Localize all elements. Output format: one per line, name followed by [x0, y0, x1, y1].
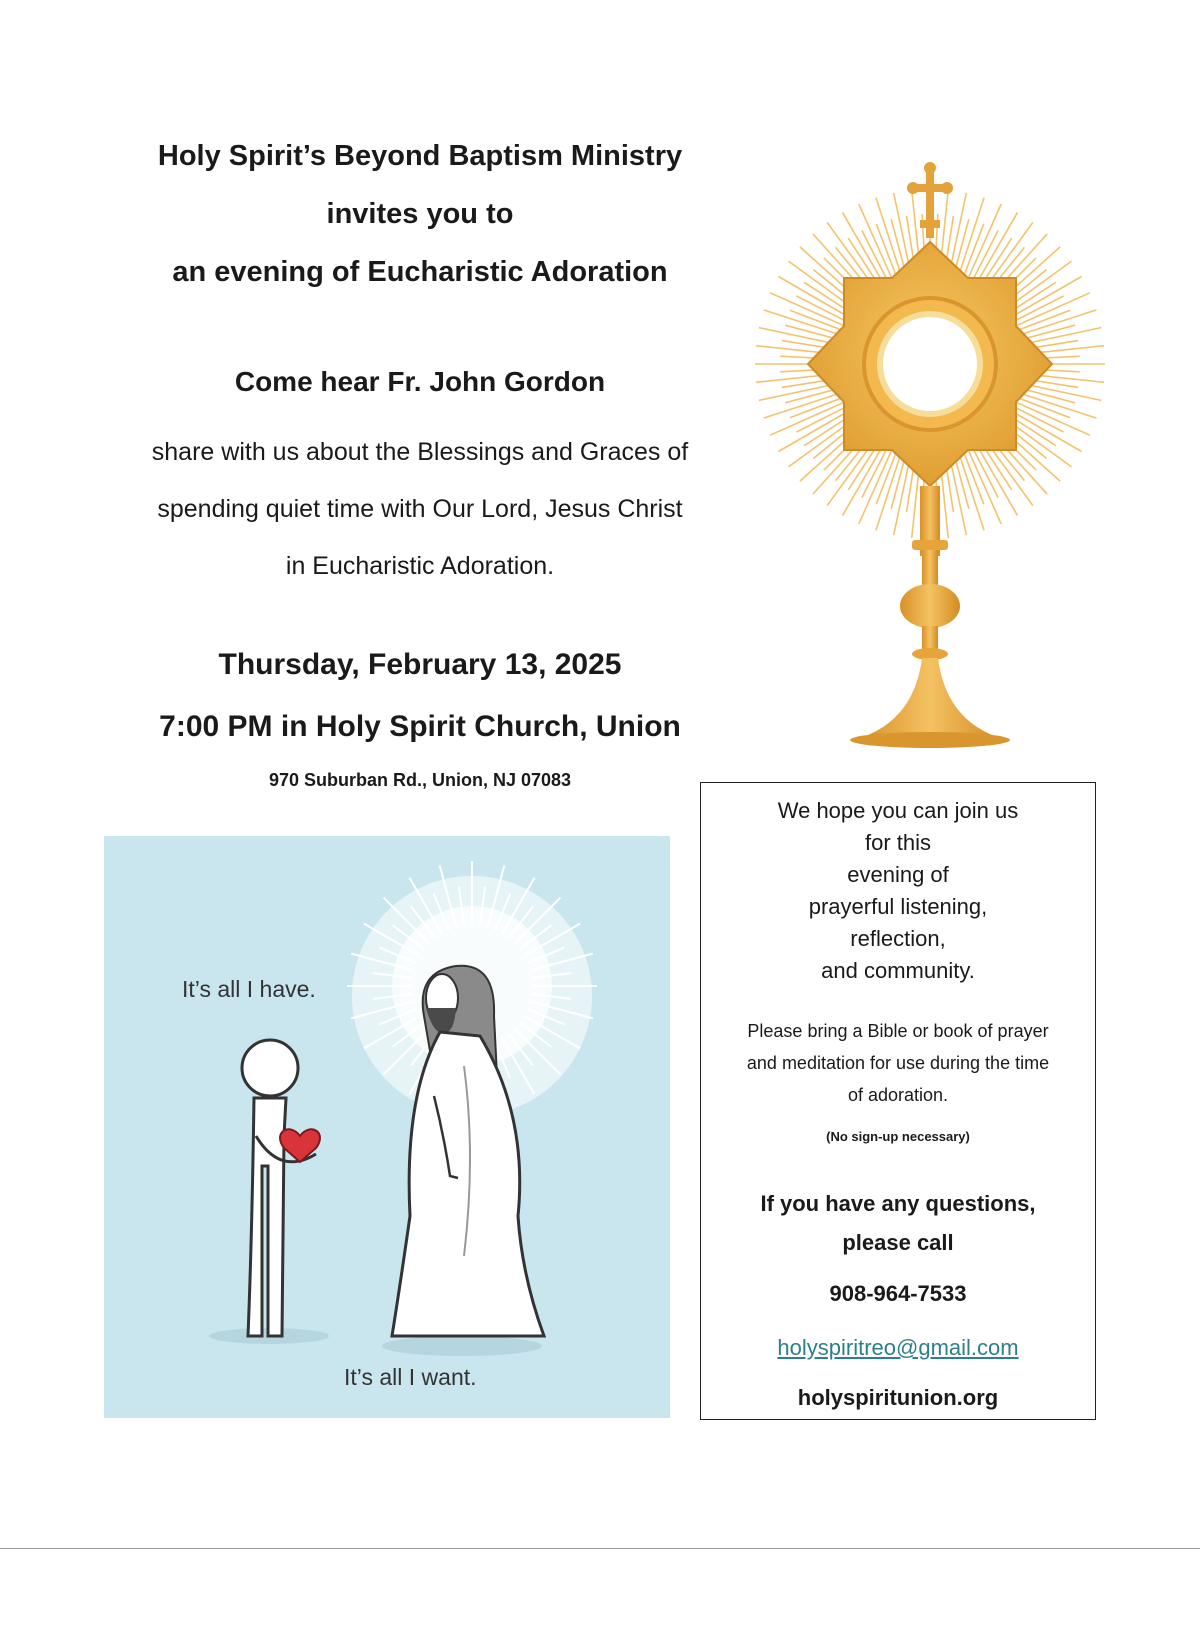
- invitation-line: for this: [864, 830, 932, 855]
- bring-note: [701, 1015, 1095, 1111]
- email-link[interactable]: holyspiritreo@gmail.com: [777, 1335, 1019, 1360]
- event-description: [100, 424, 740, 595]
- event-address: 970 Suburban Rd., Union, NJ 07083: [268, 770, 572, 790]
- illustration-panel: [104, 836, 670, 1418]
- info-box: [700, 782, 1096, 1420]
- invitation-text: [701, 795, 1095, 987]
- invitation-line: We hope you can join us: [777, 798, 1019, 823]
- call-line: please call: [842, 1230, 954, 1255]
- stick-figure: [242, 1040, 316, 1336]
- bring-line: of adoration.: [847, 1085, 949, 1105]
- event-date: Thursday, February 13, 2025: [218, 648, 622, 681]
- questions-line: If you have any questions,: [760, 1191, 1036, 1216]
- website-link[interactable]: holyspiritunion.org: [797, 1385, 999, 1410]
- illustration-drawing: [104, 836, 670, 1418]
- caption-all-i-have: It’s all I have.: [182, 976, 316, 1002]
- ministry-name: Holy Spirit’s Beyond Baptism Ministry: [157, 140, 683, 172]
- bring-line: Please bring a Bible or book of prayer: [747, 1021, 1049, 1041]
- event-time-place: 7:00 PM in Holy Spirit Church, Union: [159, 710, 681, 743]
- speaker-line: Come hear Fr. John Gordon: [234, 366, 606, 397]
- description-line: spending quiet time with Our Lord, Jesus Christ: [157, 495, 683, 523]
- scan-edge-line: [0, 1548, 1200, 1549]
- description-line: in Eucharistic Adoration.: [285, 552, 555, 580]
- monstrance-stem: [850, 486, 1010, 748]
- caption-all-i-want: It’s all I want.: [344, 1364, 477, 1390]
- event-title: an evening of Eucharistic Adoration: [172, 256, 668, 288]
- invitation-line: prayerful listening,: [808, 894, 988, 919]
- invite-line: invites you to: [326, 198, 514, 230]
- bring-line: and meditation for use during the time: [746, 1053, 1050, 1073]
- monstrance-image: [750, 160, 1110, 760]
- description-line: share with us about the Blessings and Graces of: [151, 438, 689, 466]
- invitation-line: and community.: [821, 958, 975, 983]
- cross-icon: [907, 162, 953, 238]
- no-signup-note: (No sign-up necessary): [826, 1129, 970, 1144]
- invitation-line: evening of: [847, 862, 949, 887]
- invitation-line: reflection,: [850, 926, 946, 951]
- heart-icon: [280, 1129, 320, 1162]
- phone-number[interactable]: 908-964-7533: [829, 1281, 967, 1306]
- host-window: [880, 314, 980, 414]
